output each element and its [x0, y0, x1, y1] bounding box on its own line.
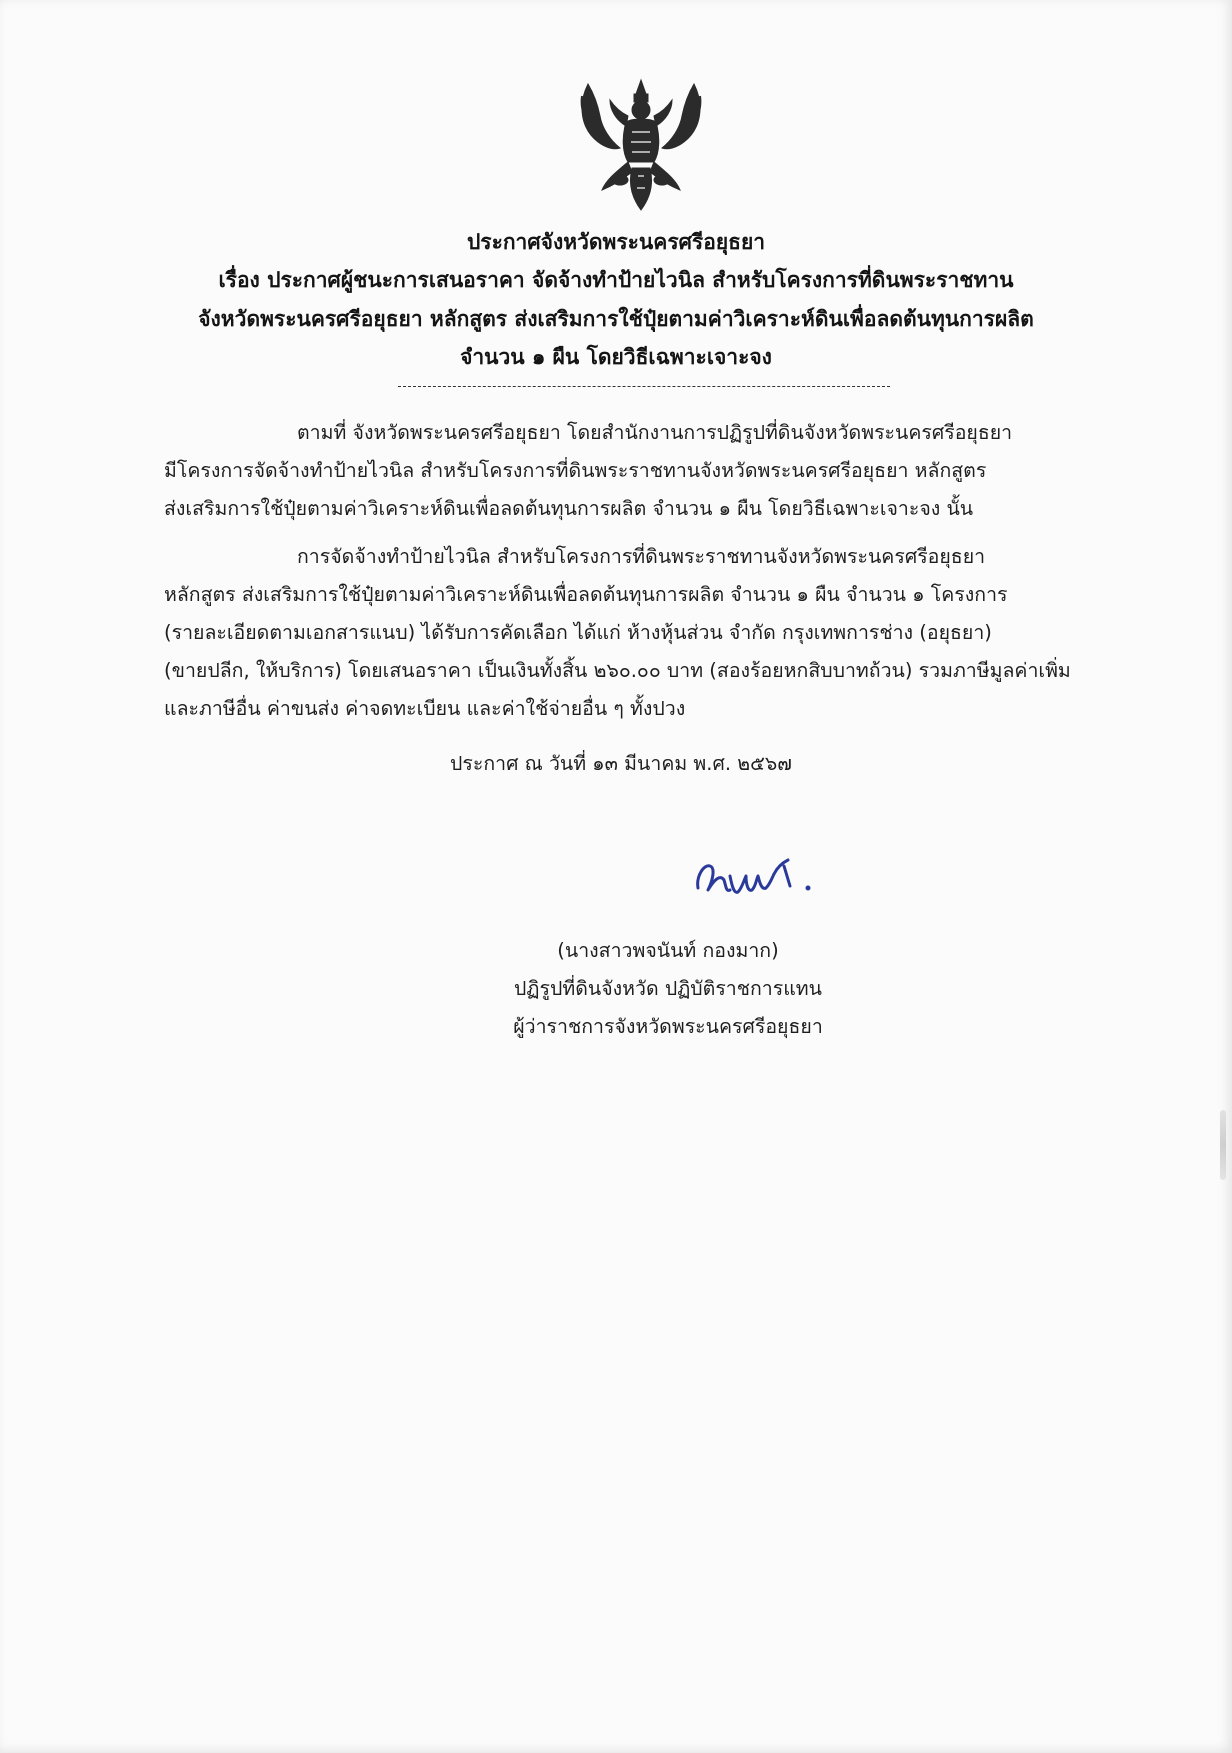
scan-edge-mark [1220, 1110, 1226, 1180]
signer-position-line-1: ปฏิรูปที่ดินจังหวัด ปฏิบัติราชการแทน [514, 977, 822, 1000]
paragraph2-line-1: การจัดจ้างทำป้ายไวนิล สำหรับโครงการที่ดินพระราชทานจังหวัดพระนครศรีอยุธยา [297, 545, 986, 568]
paragraph2-line-5: และภาษีอื่น ค่าขนส่ง ค่าจดทะเบียน และค่าใช้จ่ายอื่น ๆ ทั้งปวง [164, 697, 686, 720]
paragraph2-line-4: (ขายปลีก, ให้บริการ) โดยเสนอราคา เป็นเงินทั้งสิ้น ๒๖๐.๐๐ บาท (สองร้อยหกสิบบาทถ้วน) รวมภาษีมูลค่าเพิ่ม [164, 659, 1071, 682]
paragraph1-line-1: ตามที่ จังหวัดพระนครศรีอยุธยา โดยสำนักงานการปฏิรูปที่ดินจังหวัดพระนครศรีอยุธยา [297, 421, 1013, 444]
paragraph1-line-3: ส่งเสริมการใช้ปุ๋ยตามค่าวิเคราะห์ดินเพื่อลดต้นทุนการผลิต จำนวน ๑ ผืน โดยวิธีเฉพาะเจาะจง นั้น [164, 497, 974, 520]
paragraph2-line-3: (รายละเอียดตามเอกสารแนบ) ได้รับการคัดเลือก ได้แก่ ห้างหุ้นส่วน จำกัด กรุงเทพการช่าง (อยุธยา) [164, 621, 992, 644]
heading-separator [398, 386, 890, 387]
heading-line-4: จำนวน ๑ ผืน โดยวิธีเฉพาะเจาะจง [460, 345, 772, 369]
signer-name: (นางสาวพจนันท์ กองมาก) [557, 939, 779, 962]
heading-line-2: เรื่อง ประกาศผู้ชนะการเสนอราคา จัดจ้างทำป้ายไวนิล สำหรับโครงการที่ดินพระราชทาน [218, 268, 1014, 292]
heading-line-1: ประกาศจังหวัดพระนครศรีอยุธยา [466, 230, 766, 254]
paragraph1-line-2: มีโครงการจัดจ้างทำป้ายไวนิล สำหรับโครงการที่ดินพระราชทานจังหวัดพระนครศรีอยุธยา หลักสูตร [164, 459, 987, 482]
garuda-emblem [576, 76, 706, 214]
handwritten-signature [690, 836, 830, 908]
paragraph2-line-2: หลักสูตร ส่งเสริมการใช้ปุ๋ยตามค่าวิเคราะห์ดินเพื่อลดต้นทุนการผลิต จำนวน ๑ ผืน จำนวน ๑ โครงการ [164, 583, 1008, 606]
signer-position-line-2: ผู้ว่าราชการจังหวัดพระนครศรีอยุธยา [513, 1015, 823, 1038]
heading-line-3: จังหวัดพระนครศรีอยุธยา หลักสูตร ส่งเสริมการใช้ปุ๋ยตามค่าวิเคราะห์ดินเพื่อลดต้นทุนการผลิต [198, 307, 1034, 331]
announcement-date: ประกาศ ณ วันที่ ๑๓ มีนาคม พ.ศ. ๒๕๖๗ [450, 752, 792, 775]
